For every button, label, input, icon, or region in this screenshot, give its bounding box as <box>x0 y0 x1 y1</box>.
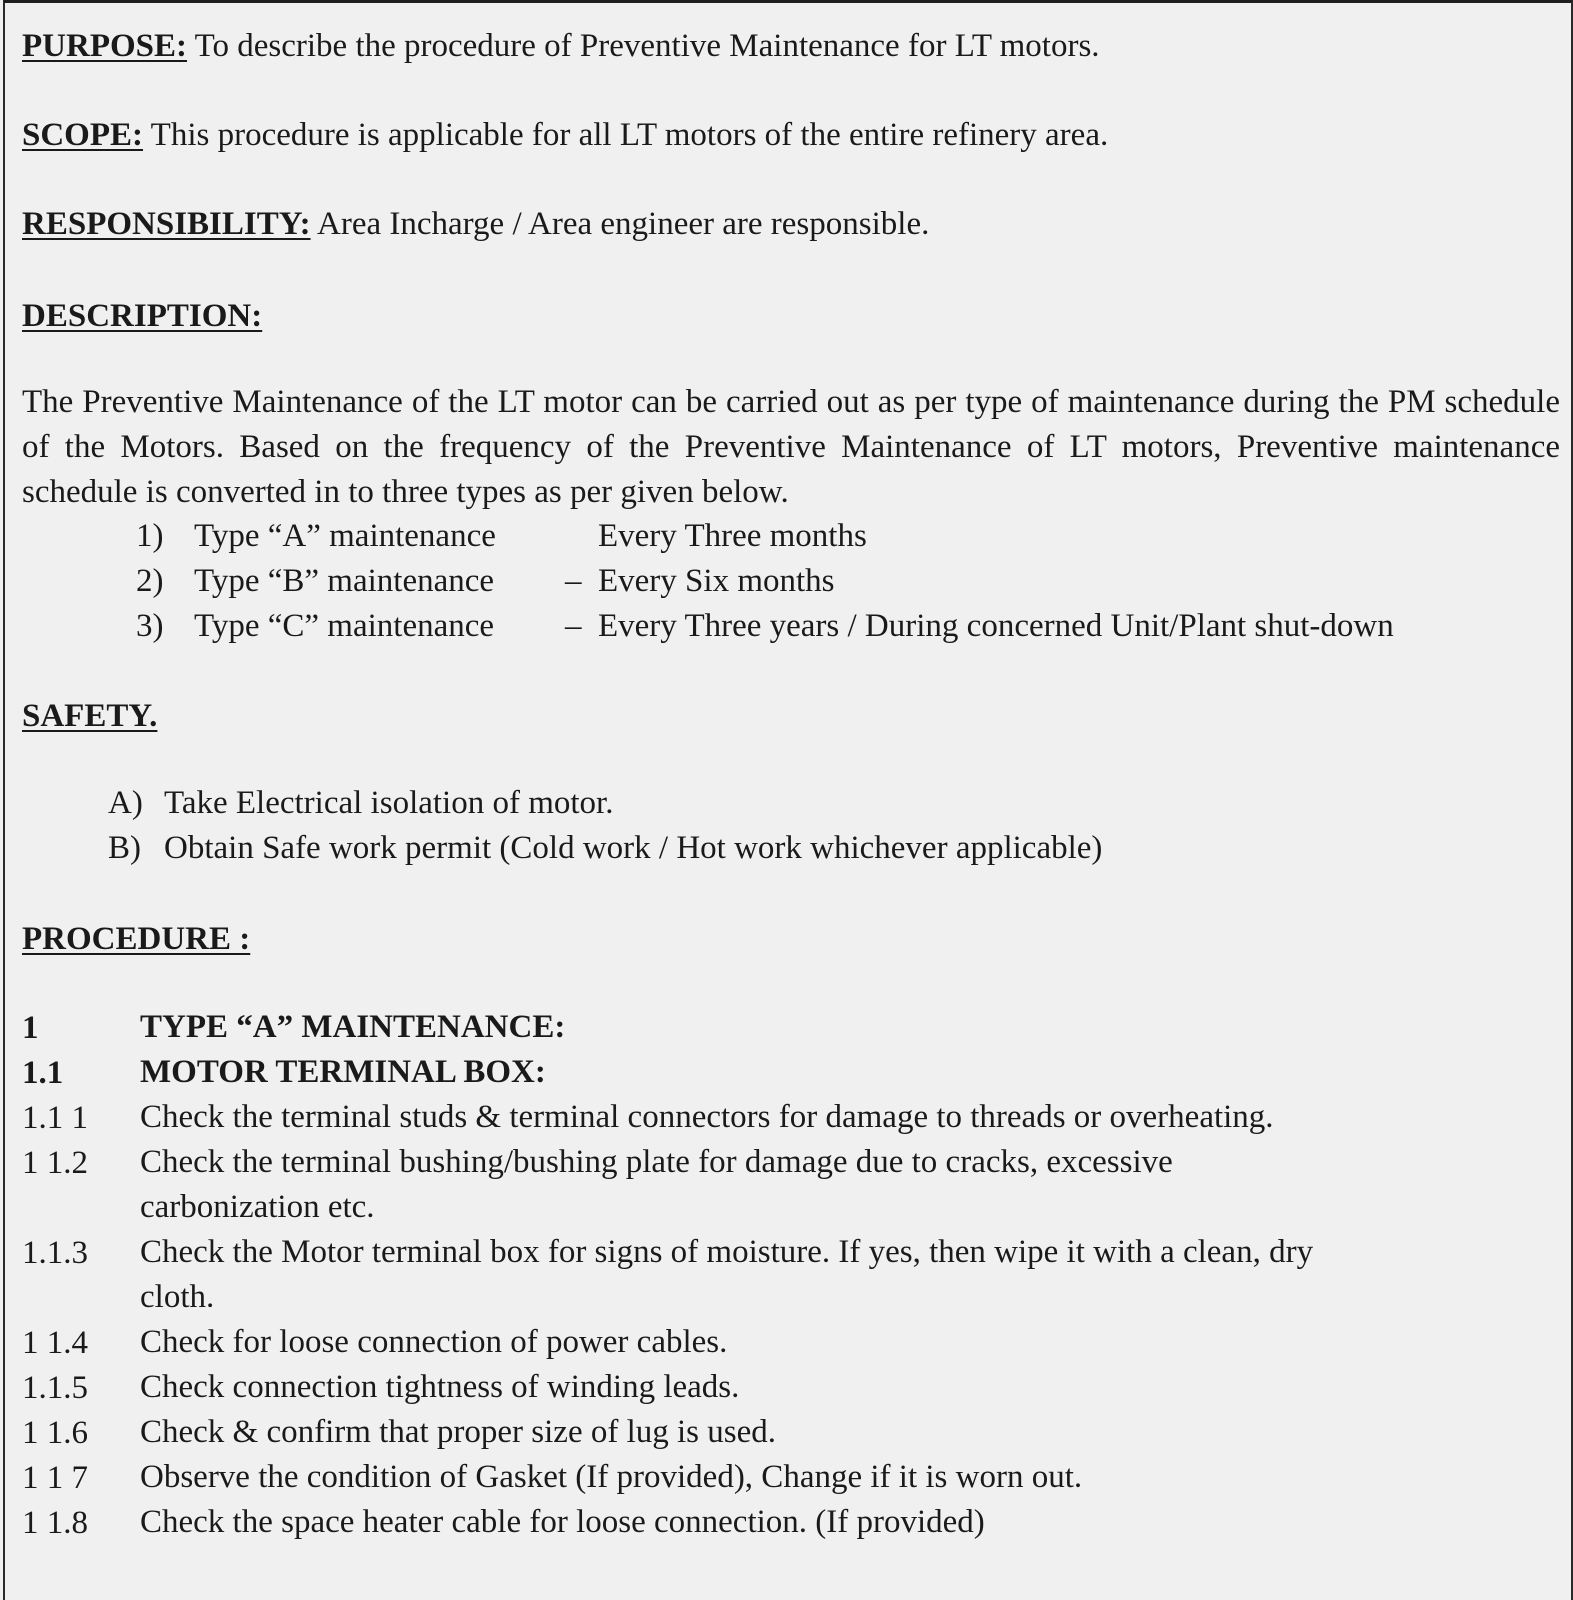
step-number: 1 1 7 <box>22 1460 88 1496</box>
step-text <box>140 1365 1550 1410</box>
step-line: carbonization etc. <box>140 1189 375 1225</box>
safety-item-number: B) <box>108 830 141 866</box>
step-text <box>140 1410 1550 1455</box>
step-number: 1 1.2 <box>22 1145 88 1181</box>
purpose-heading: PURPOSE: <box>22 28 187 64</box>
description-paragraph: The Preventive Maintenance of the LT motor can be carried out as per type of maintenance during the PM schedule of the Motors. Based on the frequency of the Preventive Maintenance of LT motors, Preventive maintenance schedule is converted in to three types as per given below. <box>22 384 1560 510</box>
type-separator: – <box>565 608 582 644</box>
type-name: Type “B” maintenance <box>194 563 495 599</box>
type-name: Type “A” maintenance <box>194 518 496 554</box>
step-number: 1.1 1 <box>22 1100 88 1136</box>
section-number: 1 <box>22 1010 39 1046</box>
step-number: 1.1.3 <box>22 1235 88 1271</box>
procedure-line <box>22 919 250 959</box>
type-number: 3) <box>136 608 164 644</box>
type-frequency: Every Three months <box>598 518 867 554</box>
step-number: 1 1.4 <box>22 1325 88 1361</box>
subsection-title: MOTOR TERMINAL BOX: <box>140 1054 546 1090</box>
type-frequency: Every Three years / During concerned Unit/Plant shut-down <box>598 608 1394 644</box>
procedure-heading: PROCEDURE : <box>22 921 251 957</box>
scope-line <box>22 115 1108 155</box>
step-text <box>140 1230 1550 1320</box>
type-number: 1) <box>136 518 164 554</box>
step-line: Check connection tightness of winding leads. <box>140 1369 740 1405</box>
type-name: Type “C” maintenance <box>194 608 495 644</box>
step-number: 1.1.5 <box>22 1370 88 1406</box>
responsibility-text: Area Incharge / Area engineer are responsible. <box>317 206 930 242</box>
type-number: 2) <box>136 563 164 599</box>
safety-item-text: Obtain Safe work permit (Cold work / Hot work whichever applicable) <box>164 830 1103 866</box>
scope-heading: SCOPE: <box>22 117 144 153</box>
step-line: Check the terminal bushing/bushing plate for damage due to cracks, excessive <box>140 1144 1173 1180</box>
step-line: Check for loose connection of power cables. <box>140 1324 728 1360</box>
purpose-text: To describe the procedure of Preventive Maintenance for LT motors. <box>194 28 1100 64</box>
step-line: Check the terminal studs & terminal connectors for damage to threads or overheating. <box>140 1099 1274 1135</box>
step-text <box>140 1140 1550 1230</box>
subsection-number: 1.1 <box>22 1055 64 1091</box>
step-line: Check the space heater cable for loose connection. (If provided) <box>140 1504 985 1540</box>
step-text <box>140 1095 1550 1140</box>
safety-item-number: A) <box>108 785 143 821</box>
step-text <box>140 1500 1550 1545</box>
type-separator: – <box>565 563 582 599</box>
step-number: 1 1.6 <box>22 1415 88 1451</box>
step-line: Check the Motor terminal box for signs of moisture. If yes, then wipe it with a clean, dry <box>140 1234 1314 1270</box>
description-line <box>22 296 262 336</box>
safety-heading: SAFETY. <box>22 698 158 734</box>
safety-item-text: Take Electrical isolation of motor. <box>164 785 614 821</box>
description-heading: DESCRIPTION: <box>22 298 263 334</box>
step-text <box>140 1455 1550 1500</box>
step-line: cloth. <box>140 1279 215 1315</box>
section-title: TYPE “A” MAINTENANCE: <box>140 1009 566 1045</box>
responsibility-heading: RESPONSIBILITY: <box>22 206 311 242</box>
step-text <box>140 1320 1550 1365</box>
step-line: Observe the condition of Gasket (If provided), Change if it is worn out. <box>140 1459 1083 1495</box>
scope-text: This procedure is applicable for all LT motors of the entire refinery area. <box>150 117 1109 153</box>
safety-line <box>22 696 157 736</box>
type-frequency: Every Six months <box>598 563 835 599</box>
purpose-line <box>22 26 1100 66</box>
responsibility-line <box>22 204 929 244</box>
step-line: Check & confirm that proper size of lug is used. <box>140 1414 777 1450</box>
step-number: 1 1.8 <box>22 1505 88 1541</box>
